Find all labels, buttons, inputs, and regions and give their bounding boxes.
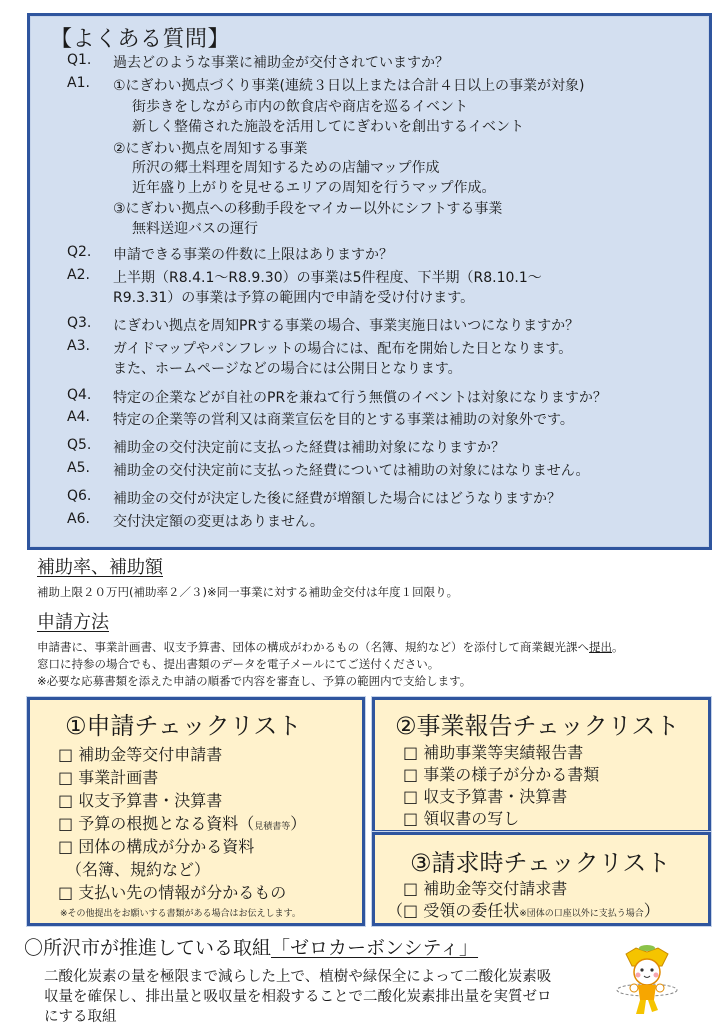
q-label: Q6. <box>67 488 92 504</box>
application-line1-text: 申請書に、事業計画書、収支予算書、団体の構成がわかるもの（名簿、規約など）を添付して商業観光課へ <box>37 640 589 654</box>
a-item-heading: ③にぎわい拠点への移動手段をマイカー以外にシフトする事業 <box>113 201 503 217</box>
zero-carbon-city-name: 「ゼロカーボンシティ」 <box>271 937 479 959</box>
checklist-item <box>387 898 660 921</box>
q-label: Q3. <box>67 315 92 331</box>
a-item-heading: ①にぎわい拠点づくり事業(連続３日以上または合計４日以上の事業が対象) <box>113 78 585 94</box>
checklist-note: ※その他提出をお願いする書類がある場合はお伝えします。 <box>60 909 301 919</box>
q-text: 補助金の交付決定前に支払った経費は補助対象になりますか？ <box>113 440 505 456</box>
a-label: A3. <box>67 338 90 354</box>
faq-box <box>27 13 712 550</box>
q-text: にぎわい拠点を周知PRする事業の場合、事業実施日はいつになりますか？ <box>113 318 580 334</box>
a-text: 上半期（R8.4.1～R8.9.30）の事業は5件程度、下半期（R8.10.1～ <box>113 270 542 286</box>
application-line1 <box>37 639 624 655</box>
subsidy-text: 補助上限２０万円(補助率２／３)※同一事業に対する補助金交付は年度１回限り。 <box>37 585 459 599</box>
a-label: A6. <box>67 511 90 527</box>
zero-carbon-line: 収量を確保し、排出量と吸収量を相殺することで二酸化炭素排出量を実質ゼロ <box>44 989 552 1005</box>
report-checklist <box>372 697 711 833</box>
q-label: Q1. <box>67 52 92 68</box>
a-item-heading: ②にぎわい拠点を周知する事業 <box>113 141 308 157</box>
period: 。 <box>612 640 624 654</box>
checklist-item <box>58 811 306 834</box>
checklist-item: □ 補助事業等実績報告書 <box>403 743 584 762</box>
a-text: R9.3.31）の事業は予算の範囲内で申請を受け付けます。 <box>113 290 475 306</box>
submit-link: 提出 <box>589 640 612 654</box>
q-text: 過去どのような事業に補助金が交付されていますか？ <box>113 55 449 71</box>
checklist-item: □ 収支予算書・決算書 <box>403 787 568 806</box>
a-example: 所沢の郷土料理を周知するための店舗マップ作成 <box>132 160 440 176</box>
a-example: 新しく整備された施設を活用してにぎわいを創出するイベント <box>132 119 524 135</box>
q-label: Q5. <box>67 437 92 453</box>
a-example: 街歩きをしながら市内の飲食店や商店を巡るイベント <box>132 99 468 115</box>
application-heading: 申請方法 <box>37 612 109 633</box>
checklist-item: □ 事業の様子が分かる書類 <box>403 765 600 784</box>
checklist-title: ③請求時チェックリスト <box>410 849 671 877</box>
checklist-item-cont: （名簿、規約など） <box>58 860 211 879</box>
a-label: A2. <box>67 267 90 283</box>
checklist-item: □ 支払い先の情報が分かるもの <box>58 883 287 902</box>
faq-title: 【よくある質問】 <box>50 27 231 52</box>
a-example: 無料送迎バスの運行 <box>132 221 258 237</box>
checklist-item: □ 補助金等交付申請書 <box>58 745 223 764</box>
a-text: 特定の企業等の営利又は商業宣伝を目的とする事業は補助の対象外です。 <box>113 412 574 428</box>
checklist-item: □ 事業計画書 <box>58 768 159 787</box>
checklist-item: □ 補助金等交付請求書 <box>403 879 568 898</box>
q-text: 特定の企業などが自社のPRを兼ねて行う無償のイベントは対象になりますか？ <box>113 390 607 406</box>
q-text: 申請できる事業の件数に上限はありますか？ <box>113 247 393 263</box>
a-label: A1. <box>67 75 90 91</box>
application-line2: 窓口に持参の場合でも、提出書類のデータを電子メールにてご送付ください。 <box>37 657 440 671</box>
item-small-note: 見積書等 <box>254 822 291 832</box>
a-label: A5. <box>67 460 90 476</box>
zero-carbon-line: にする取組 <box>44 1009 117 1025</box>
item-small-note: ※団体の口座以外に支払う場合 <box>519 909 644 919</box>
item-close: ） <box>643 901 660 920</box>
claim-checklist <box>372 832 711 926</box>
mascot-character-icon <box>612 940 682 1020</box>
a-example: 近年盛り上がりを見せるエリアの周知を行うマップ作成。 <box>132 180 496 196</box>
checklist-item: □ 領収書の写し <box>403 809 520 828</box>
a-text: 交付決定額の変更はありません。 <box>113 514 324 530</box>
q-label: Q4. <box>67 387 92 403</box>
checklist-item: □ 収支予算書・決算書 <box>58 791 223 810</box>
zero-carbon-line: 二酸化炭素の量を極限まで減らした上で、植樹や緑保全によって二酸化炭素吸 <box>44 969 552 985</box>
a-text: 補助金の交付決定前に支払った経費については補助の対象にはなりません。 <box>113 463 590 479</box>
application-checklist <box>27 697 365 926</box>
item-text: □ 予算の根拠となる資料（ <box>58 814 255 833</box>
checklist-title: ①申請チェックリスト <box>65 712 302 740</box>
item-close: ） <box>290 814 307 833</box>
q-label: Q2. <box>67 244 92 260</box>
zero-carbon-title-text: 〇所沢市が推進している取組 <box>24 937 272 959</box>
application-line3: ※必要な応募書類を添えた申請の順番で内容を審査し、予算の範囲内で支給します。 <box>37 674 472 688</box>
checklist-item: □ 団体の構成が分かる資料 <box>58 837 255 856</box>
item-text: （□ 受領の委任状 <box>387 901 520 920</box>
a-label: A4. <box>67 409 90 425</box>
a-text: また、ホームページなどの場合には公開日となります。 <box>113 361 462 377</box>
subsidy-heading: 補助率、補助額 <box>37 557 163 578</box>
a-text: ガイドマップやパンフレットの場合には、配布を開始した日となります。 <box>113 341 573 357</box>
checklist-title: ②事業報告チェックリスト <box>395 712 680 740</box>
zero-carbon-title <box>24 933 478 960</box>
q-text: 補助金の交付が決定した後に経費が増額した場合にはどうなりますか？ <box>113 491 561 507</box>
